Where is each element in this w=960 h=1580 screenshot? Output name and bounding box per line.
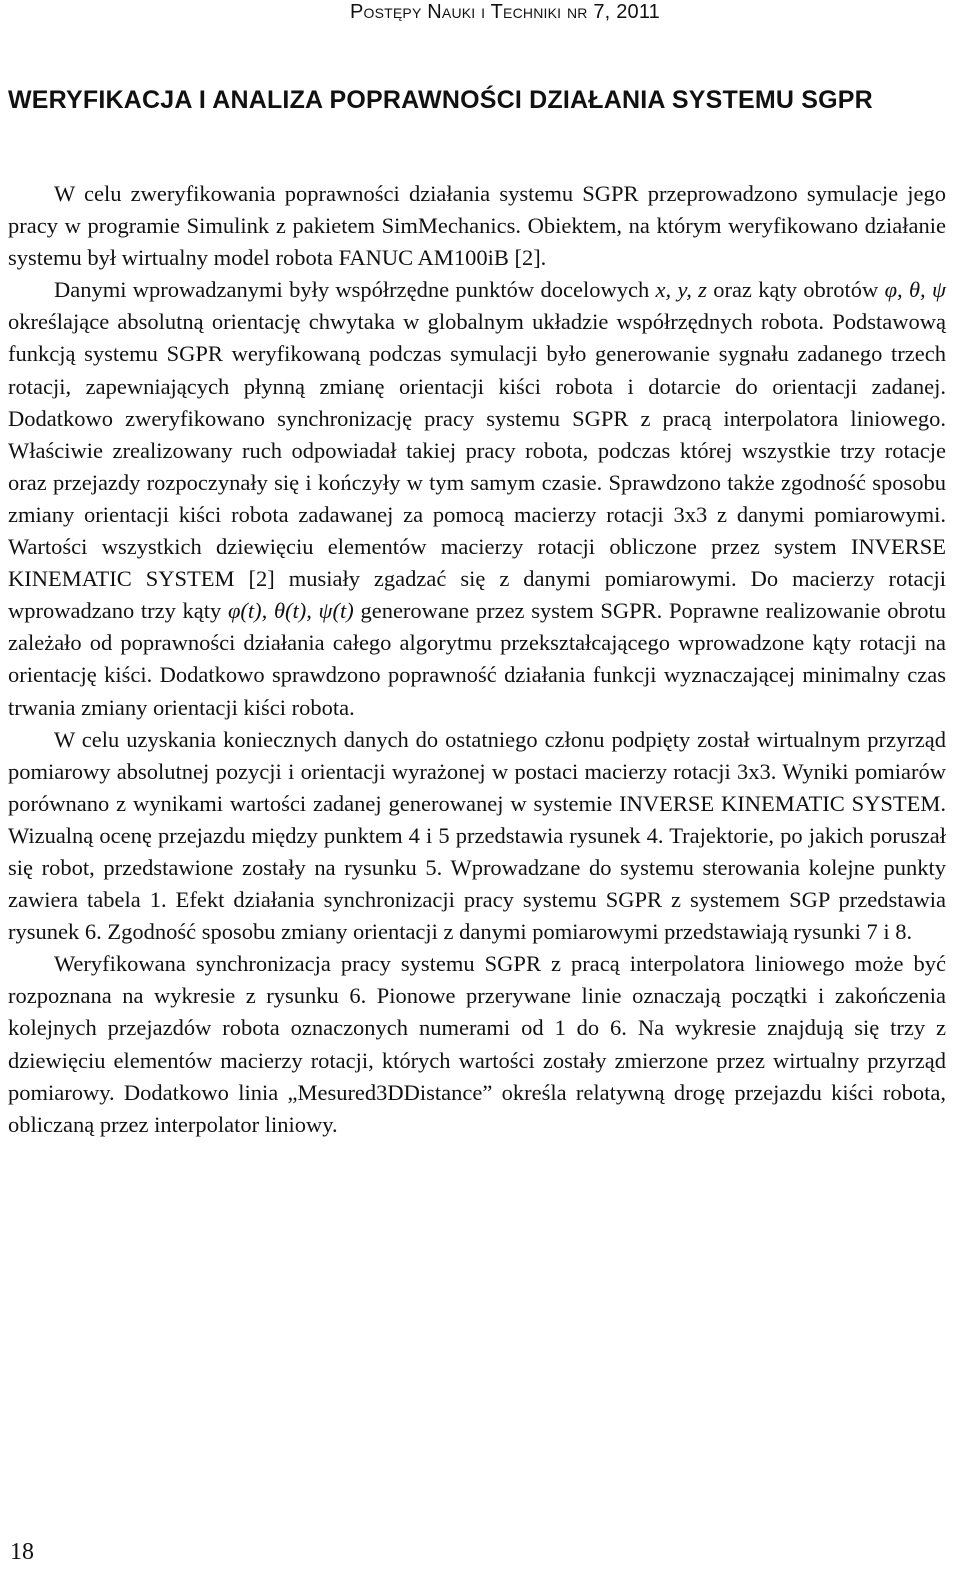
- paragraph-3-text: W celu uzyskania koniecznych danych do ostatniego członu podpięty został wirtualnym przyrząd pomiarowy absolutnej pozycji i orientacji wyrażonej w postaci macierzy rotacji 3x3. Wyniki pomiarów porównano z wynikami wartości zadanej generowanej w systemie INVERSE KINEMATIC SYSTEM. Wizualną ocenę przejazdu między punktem 4 i 5 przedstawia rysunek 4. Trajektorie, po jakich poruszał się robot, przedstawione zostały na rysunku 5. Wprowadzane do systemu sterowania kolejne punkty zawiera tabela 1. Efekt działania synchronizacji pracy systemu SGPR z systemem SGP przedstawia rysunek 6. Zgodność sposobu zmiany orientacji z danymi pomiarowymi przedstawiają rysunki 7 i 8.: [8, 726, 946, 945]
- paragraph-2-text-c: określające absolutną orientację chwytaka w globalnym układzie współrzędnych robota. Podstawową funkcją systemu SGPR weryfikowaną podczas symulacji było generowanie sygnału zadanego trzech rotacji, zapewniających płynną zmianę orientacji kiści robota i dotarcie do orientacji zadanej. Dodatkowo zweryfikowano synchronizację pracy systemu SGPR z pracą interpolatora liniowego. Właściwie zrealizowany ruch odpowiadał takiej pracy robota, podczas której wszystkie trzy rotacje oraz przejazdy rozpoczynały się i kończyły w tym samym czasie. Sprawdzono także zgodność sposobu zmiany orientacji kiści robota zadawanej za pomocą macierzy rotacji 3x3 z danymi pomiarowymi. Wartości wszystkich dziewięciu elementów macierzy rotacji obliczone przez system INVERSE KINEMATIC SYSTEM [2] musiały zgadzać się z danymi pomiarowymi. Do macierzy rotacji wprowadzano trzy kąty: [8, 309, 946, 624]
- article-body: [8, 178, 946, 1141]
- page-number: 18: [10, 1539, 34, 1565]
- paragraph-3: [8, 724, 946, 949]
- paragraph-2-text-d: generowane przez system SGPR. Poprawne realizowanie obrotu zależało od poprawności działania całego algorytmu przekształcającego wprowadzone kąty rotacji na orientację kiści. Dodatkowo sprawdzono poprawność działania funkcji wyznaczającej minimalny czas trwania zmiany orientacji kiści robota.: [8, 598, 947, 720]
- coordinate-variables: x, y, z: [655, 277, 707, 303]
- paragraph-2: [8, 274, 946, 723]
- paragraph-4-text: Weryfikowana synchronizacja pracy systemu SGPR z pracą interpolatora liniowego może być rozpoznana na wykresie z rysunku 6. Pionowe przerywane linie oznaczają początki i zakończenia kolejnych przejazdów robota oznaczonych numerami od 1 do 6. Na wykresie znajdują się trzy z dziewięciu elementów macierzy rotacji, których wartości zostały zmierzone przez wirtualny przyrząd pomiarowy. Dodatkowo linia „Mesured3DDistance” określa relatywną drogę przejazdu kiści robota, obliczaną przez interpolator liniowy.: [8, 951, 946, 1137]
- paragraph-1-text: W celu zweryfikowania poprawności działania systemu SGPR przeprowadzono symulacje jego pracy w programie Simulink z pakietem SimMechanics. Obiektem, na którym weryfikowano działanie systemu był wirtualny model robota FANUC AM100iB [2].: [8, 181, 946, 271]
- paragraph-1: [8, 178, 946, 274]
- paragraph-2-text-b: oraz kąty obrotów: [706, 277, 885, 303]
- time-angle-functions: φ(t), θ(t), ψ(t): [227, 598, 354, 624]
- paragraph-2-text-a: Danymi wprowadzanymi były współrzędne punktów docelowych: [54, 277, 656, 303]
- running-header: Postępy Nauki i Techniki nr 7, 2011: [349, 1, 660, 23]
- rotation-angle-symbols: φ, θ, ψ: [884, 277, 946, 303]
- paragraph-4: [8, 948, 946, 1141]
- section-title: WERYFIKACJA I ANALIZA POPRAWNOŚCI DZIAŁANIA SYSTEMU SGPR: [8, 86, 873, 114]
